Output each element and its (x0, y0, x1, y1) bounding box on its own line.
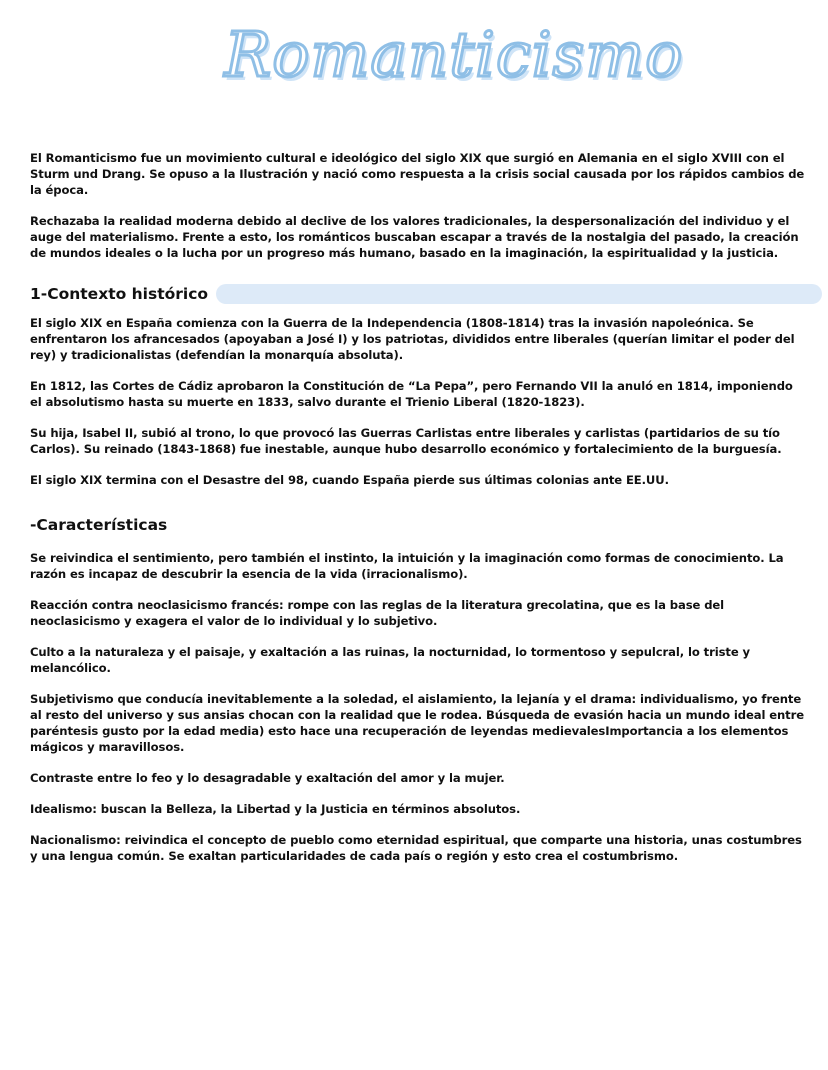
contexto-paragraph: El siglo XIX termina con el Desastre del 98, cuando España pierde sus últimas colonias ante EE.UU. (30, 473, 669, 487)
caracteristica-paragraph: Nacionalismo: reivindica el concepto de pueblo como eternidad espiritual, que comparte una historia, unas costumbres y una lengua común. Se exaltan particularidades de cada país o región y esto crea el costumbrismo. (30, 833, 802, 863)
caracteristica-paragraph: Idealismo: buscan la Belleza, la Libertad y la Justicia en términos absolutos. (30, 802, 521, 816)
caracteristica-paragraph: Se reivindica el sentimiento, pero también el instinto, la intuición y la imaginación como formas de conocimiento. La razón es incapaz de descubrir la esencia de la vida (irracionalismo). (30, 551, 784, 581)
caracteristica-paragraph: Reacción contra neoclasicismo francés: rompe con las reglas de la literatura grecolatina, que es la base del neoclasicismo y exagera el valor de lo individual y lo subjetivo. (30, 598, 725, 628)
title-area (0, 18, 828, 108)
caracteristica-paragraph: Culto a la naturaleza y el paisaje, y exaltación a las ruinas, la nocturnidad, lo tormentoso y sepulcral, lo triste y melancólico. (30, 645, 751, 675)
intro-paragraph: Rechazaba la realidad moderna debido al declive de los valores tradicionales, la despersonalización del individuo y el auge del materialismo. Frente a esto, los románticos buscaban escapar a través de la nostalgia del pasado, la creación de mundos ideales o la lucha por un progreso más humano, basado en la imaginación, la espiritualidad y la justicia. (30, 214, 799, 260)
contexto-paragraph: Su hija, Isabel II, subió al trono, lo que provocó las Guerras Carlistas entre liberales y carlistas (partidarios de su tío Carlos). Su reinado (1843-1868) fue inestable, aunque hubo desarrollo económico y fortalecimiento de la burguesía. (30, 426, 782, 456)
caracteristica-paragraph: Subjetivismo que conducía inevitablemente a la soledad, el aislamiento, la lejanía y el drama: individualismo, yo frente al resto del universo y sus ansias chocan con la realidad que le rodea. Búsqueda de evasión hacia un mundo ideal entre paréntesis gusto por la edad media) esto hace una recuperación de leyendas medievalesImportancia a los elementos mágicos y maravillosos. (30, 692, 805, 754)
heading-highlight-bar (216, 284, 822, 304)
section-heading-contexto (30, 281, 808, 307)
caracteristica-paragraph: Contraste entre lo feo y lo desagradable y exaltación del amor y la mujer. (30, 771, 505, 785)
intro-paragraph: El Romanticismo fue un movimiento cultural e ideológico del siglo XIX que surgió en Alemania en el siglo XVIII con el Sturm und Drang. Se opuso a la Ilustración y nació como respuesta a la crisis social causada por los rápidos cambios de la época. (30, 151, 805, 197)
document-body (30, 150, 808, 879)
section-heading-caracteristicas (30, 512, 808, 538)
page-title: Romanticismo (224, 18, 684, 91)
section-heading-label: 1-Contexto histórico (30, 285, 214, 303)
section-heading-label: -Características (30, 516, 173, 534)
contexto-paragraph: El siglo XIX en España comienza con la Guerra de la Independencia (1808-1814) tras la invasión napoleónica. Se enfrentaron los afrancesados (apoyaban a José I) y los patriotas, divididos entre liberales (querían limitar el poder del rey) y tradicionalistas (defendían la monarquía absoluta). (30, 316, 795, 362)
contexto-paragraph: En 1812, las Cortes de Cádiz aprobaron la Constitución de “La Pepa”, pero Fernando VII la anuló en 1814, imponiendo el absolutismo hasta su muerte en 1833, salvo durante el Trienio Liberal (1820-1823). (30, 379, 793, 409)
